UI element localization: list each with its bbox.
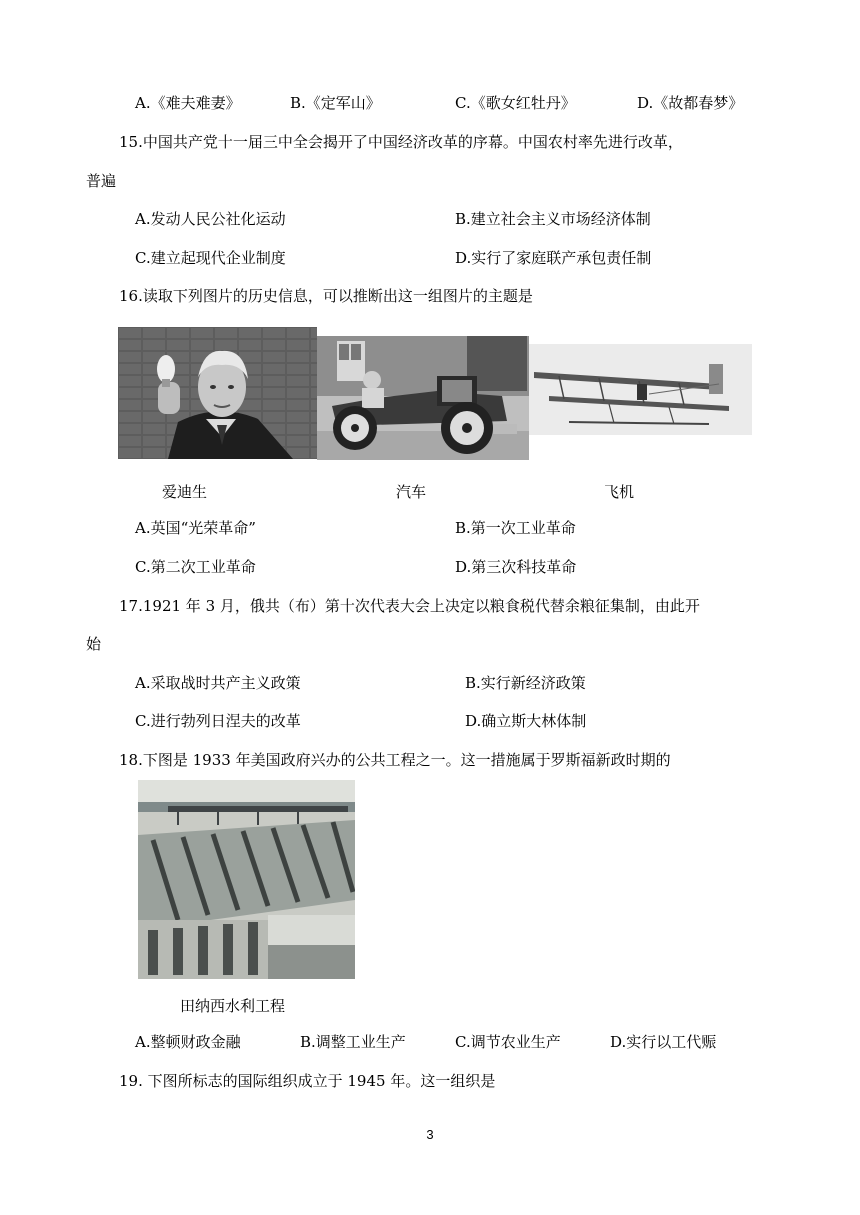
q16-option-b: B.第一次工业革命 [455, 519, 576, 537]
dam-photo [138, 780, 355, 979]
caption-dam: 田纳西水利工程 [180, 997, 286, 1015]
q15-option-b: B.建立社会主义市场经济体制 [455, 210, 651, 228]
q18-stem: 18.下图是 1933 年美国政府兴办的公共工程之一。这一措施属于罗斯福新政时期的 [119, 751, 671, 769]
q17-stem: 17.1921 年 3 月，俄共（布）第十次代表大会上决定以粮食税代替余粮征集制，由此开 [119, 597, 700, 615]
q17-stem-continued: 始 [86, 635, 102, 653]
q14-option-b: B.《定军山》 [290, 94, 381, 112]
q17-option-b: B.实行新经济政策 [465, 674, 586, 692]
q18-option-c: C.调节农业生产 [455, 1033, 561, 1051]
q18-option-b: B.调整工业生产 [300, 1033, 406, 1051]
q15-option-c: C.建立起现代企业制度 [135, 249, 286, 267]
edison-photo [118, 327, 317, 459]
caption-car: 汽车 [396, 483, 427, 501]
q18-option-a: A.整顿财政金融 [135, 1033, 241, 1051]
q15-stem: 15.中国共产党十一届三中全会揭开了中国经济改革的序幕。中国农村率先进行改革， [119, 133, 683, 151]
q17-option-d: D.确立斯大林体制 [465, 712, 587, 730]
q14-option-d: D.《故都春梦》 [637, 94, 744, 112]
q16-option-d: D.第三次科技革命 [455, 558, 577, 576]
q16-option-a: A.英国“光荣革命” [135, 519, 256, 537]
q14-option-c: C.《歌女红牡丹》 [455, 94, 576, 112]
q17-option-c: C.进行勃列日涅夫的改革 [135, 712, 301, 730]
q19-stem: 19. 下图所标志的国际组织成立于 1945 年。这一组织是 [119, 1072, 496, 1090]
q17-option-a: A.采取战时共产主义政策 [135, 674, 301, 692]
q16-stem: 16.读取下列图片的历史信息，可以推断出这一组图片的主题是 [119, 287, 533, 305]
q15-option-a: A.发动人民公社化运动 [135, 210, 286, 228]
page-number: 3 [426, 1127, 434, 1142]
q15-option-d: D.实行了家庭联产承包责任制 [455, 249, 652, 267]
q18-option-d: D.实行以工代赈 [610, 1033, 717, 1051]
q14-option-a: A.《难夫难妻》 [135, 94, 241, 112]
q15-stem-continued: 普遍 [86, 172, 117, 190]
caption-edison: 爱迪生 [162, 483, 208, 501]
airplane-photo [529, 344, 752, 435]
caption-airplane: 飞机 [604, 483, 635, 501]
q16-option-c: C.第二次工业革命 [135, 558, 256, 576]
car-photo [317, 336, 529, 460]
